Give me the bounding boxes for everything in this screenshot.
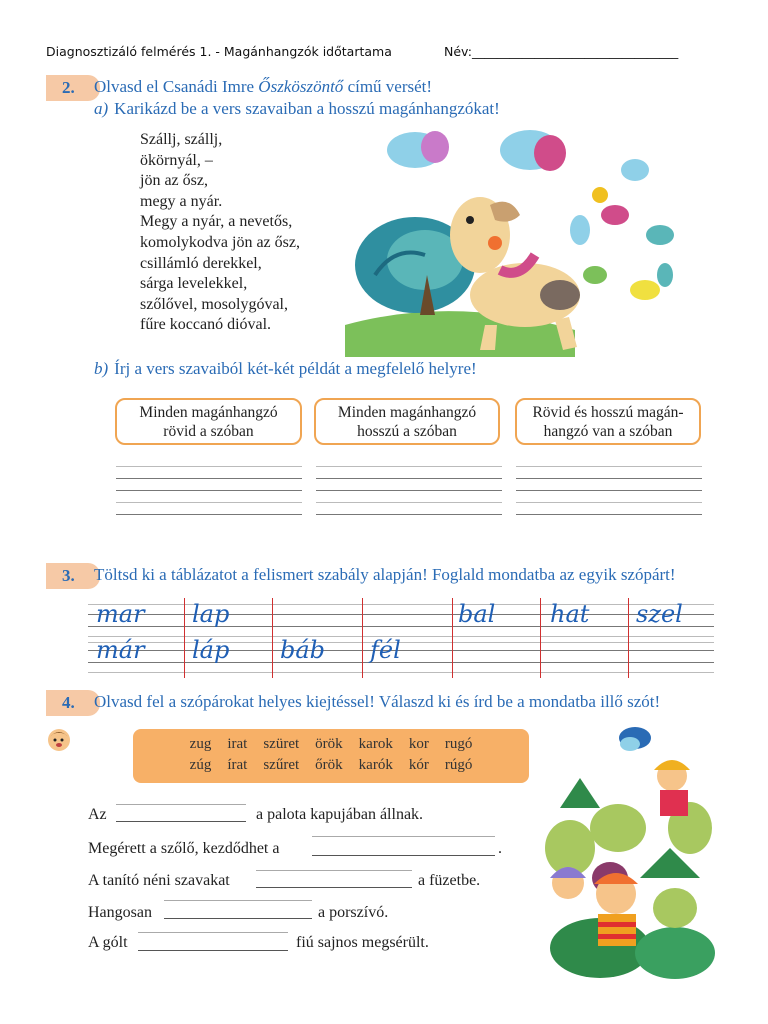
word: szüret xyxy=(263,736,300,752)
table-cell: lap xyxy=(192,600,230,628)
sentence-3-blank[interactable] xyxy=(256,887,412,888)
category-box-mixed: Rövid és hosszú magán- hangzó van a szóban xyxy=(515,398,701,445)
task-3-number: 3. xyxy=(46,563,100,589)
worksheet-title: Diagnosztizáló felmérés 1. - Magánhangzók időtartama xyxy=(46,44,392,59)
category-box-long: Minden magánhangzó hosszú a szóban xyxy=(314,398,500,445)
poem-line: Szállj, szállj, xyxy=(140,131,223,148)
table-cell: báb xyxy=(280,636,326,664)
sentence-3-end: a füzetbe. xyxy=(418,872,481,889)
sentence-5-start: A gólt xyxy=(88,934,128,951)
word: rugó xyxy=(444,736,473,752)
sentence-4-end: a porszívó. xyxy=(318,904,389,921)
table-cell: láp xyxy=(192,636,230,664)
word: zúg xyxy=(189,757,212,773)
sentence-2-blank[interactable] xyxy=(312,855,495,856)
sentence-4-start: Hangosan xyxy=(88,904,152,921)
word: szűret xyxy=(263,757,300,773)
task-2-instruction: Olvasd el Csanádi Imre Őszköszöntő című versét! xyxy=(94,77,433,96)
word: kor xyxy=(408,736,429,752)
word: őrök xyxy=(315,757,343,773)
poem-line: ökörnyál, – xyxy=(140,151,213,169)
table-cell: fél xyxy=(370,636,401,664)
table-cell: mar xyxy=(96,600,145,628)
poem-line: megy a nyár. xyxy=(140,192,223,210)
category-box-short: Minden magánhangzó rövid a szóban xyxy=(115,398,302,445)
task-4-number: 4. xyxy=(46,690,100,716)
poem-line: fűre koccanó dióval. xyxy=(140,316,272,334)
word-pairs-box xyxy=(133,729,529,783)
poem-line: komolykodva jön az ősz, xyxy=(140,233,300,251)
word: zug xyxy=(189,736,212,752)
table-cell: szel xyxy=(636,600,683,628)
speaking-child-icon xyxy=(46,726,72,752)
task-3-instruction: Töltsd ki a táblázatot a felismert szabály alapján! Foglald mondatba az egyik szópárt! xyxy=(94,565,676,584)
task-2b-instruction: b) Írj a vers szavaiból két-két példát a megfelelő helyre! xyxy=(94,359,477,378)
poem-line: sárga levelekkel, xyxy=(140,275,248,293)
word-table[interactable] xyxy=(88,598,714,678)
table-cell: hat xyxy=(550,600,590,628)
dog-birds-illustration xyxy=(335,125,705,357)
word: rúgó xyxy=(444,757,473,773)
poem-line: Megy a nyár, a nevetős, xyxy=(140,213,293,231)
word: örök xyxy=(315,736,343,752)
word: karók xyxy=(358,757,393,773)
poem-line: szőlővel, mosolygóval, xyxy=(140,295,288,313)
task-2-number: 2. xyxy=(46,75,100,101)
sentence-4-blank[interactable] xyxy=(164,918,312,919)
sentence-1-blank[interactable] xyxy=(116,821,246,822)
sentence-5-blank[interactable] xyxy=(138,950,288,951)
sentence-5-end: fiú sajnos megsérült. xyxy=(296,934,429,951)
word: írat xyxy=(227,757,248,773)
word: kór xyxy=(408,757,429,773)
poem-line: jön az ősz, xyxy=(140,172,208,190)
word: karok xyxy=(358,736,393,752)
name-field[interactable]: Név:_________________________________ xyxy=(444,44,679,59)
sentence-1-end: a palota kapujában állnak. xyxy=(256,806,424,823)
sentence-2-start: Megérett a szőlő, kezdődhet a xyxy=(88,840,280,857)
children-grapes-illustration xyxy=(540,718,716,982)
sentence-3-start: A tanító néni szavakat xyxy=(88,872,230,889)
poem-line: csillámló derekkel, xyxy=(140,254,262,272)
table-cell: bal xyxy=(458,600,496,628)
word: irat xyxy=(227,736,248,752)
sentence-1-start: Az xyxy=(88,806,107,823)
task-4-instruction: Olvasd fel a szópárokat helyes kiejtéssel! Válaszd ki és írd be a mondatba illő szót! xyxy=(94,692,661,711)
poem-title: Őszköszöntő xyxy=(258,77,344,96)
table-cell: már xyxy=(96,636,145,664)
sentence-2-end: . xyxy=(498,840,502,857)
task-2a-instruction: a) Karikázd be a vers szavaiban a hosszú magánhangzókat! xyxy=(94,99,500,118)
poem xyxy=(140,130,360,336)
